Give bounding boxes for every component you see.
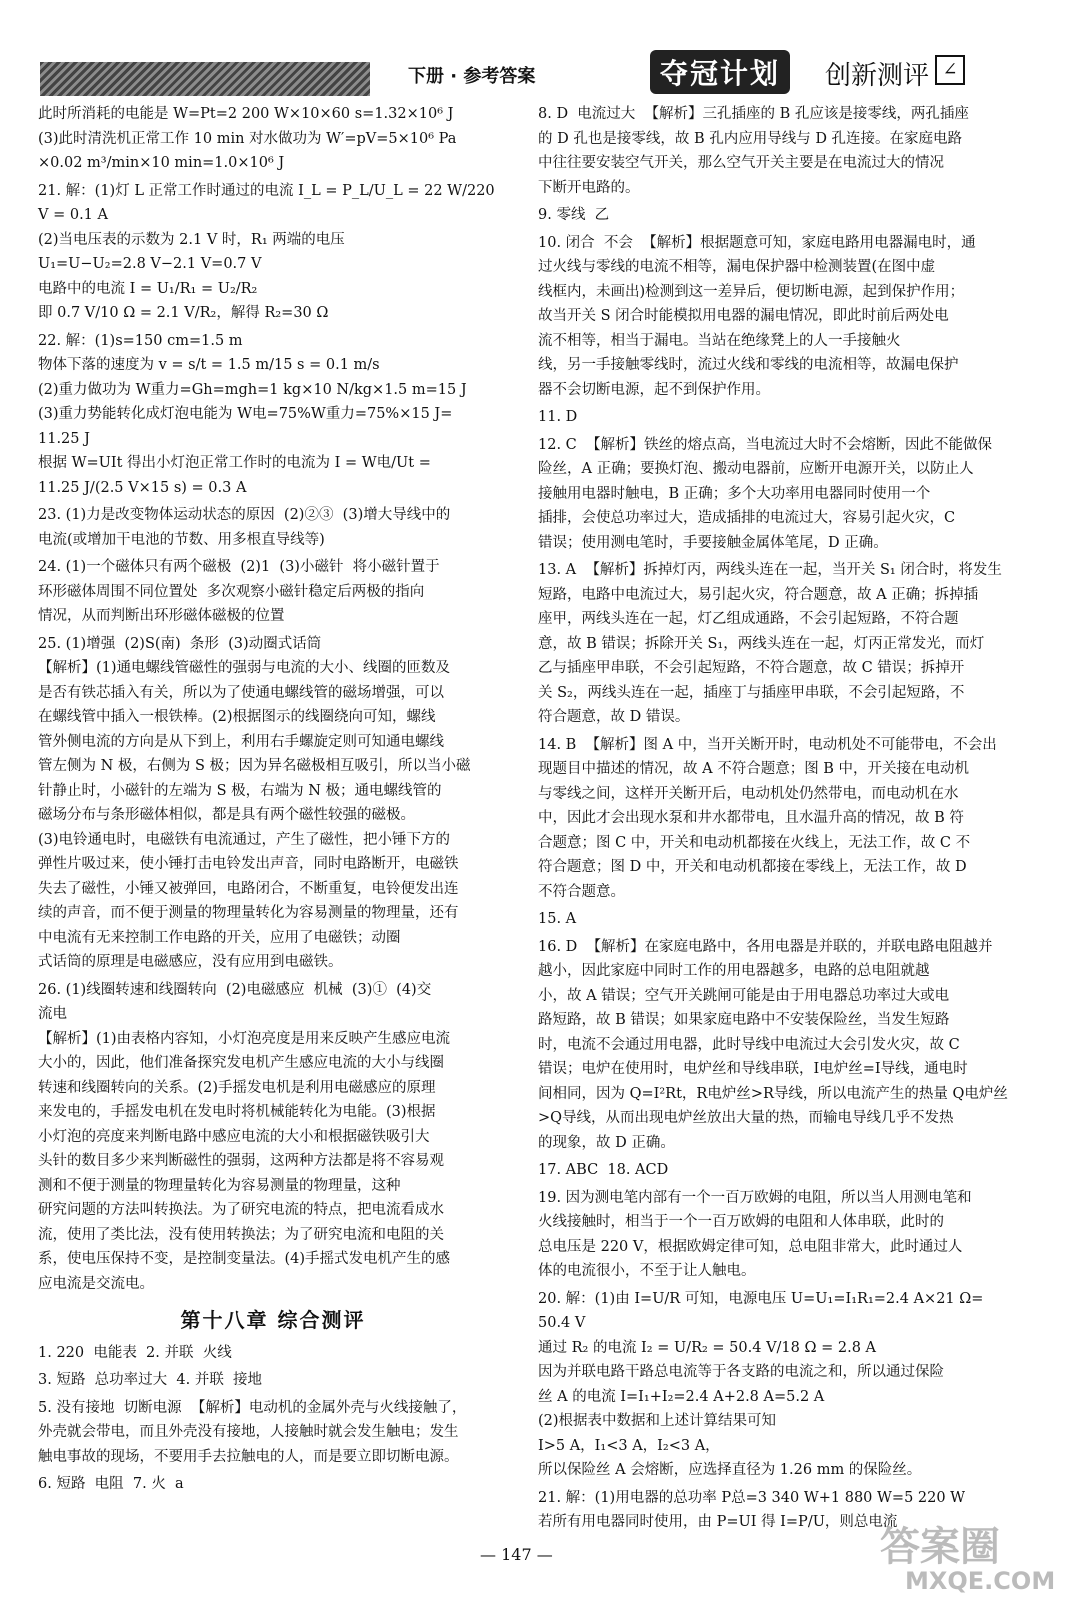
answer-item <box>538 1186 1008 1284</box>
answer-line: 15. A <box>538 911 577 927</box>
answer-line: 路短路，故 B 错误；如果家庭电路中不安装保险丝，当发生短路 <box>538 1012 950 1028</box>
answer-line: 失去了磁性，小锤又被弹回，电路闭合，不断重复，电铃便发出连 <box>38 880 459 897</box>
answer-line: 19. 因为测电笔内部有一个一百万欧姆的电阻，所以当人用测电笔和 <box>538 1189 972 1206</box>
answer-item <box>38 1341 508 1366</box>
answer-line: 17. ABC 18. ACD <box>538 1162 669 1178</box>
answer-line: 【解析】(1)通电螺线管磁性的强弱与电流的大小、线圈的匝数及 <box>38 660 451 676</box>
answer-line: 1. 220 电能表 2. 并联 火线 <box>38 1344 232 1361</box>
answer-line: 短路，电路中电流过大，易引起火灾，符合题意，故 A 正确；拆掉插 <box>538 586 979 603</box>
answer-line: 的 D 孔也是接零线，故 B 孔内应用导线与 D 孔连接。在家庭电路 <box>538 130 963 147</box>
answer-line: 弹性片吸过来，使小锤打击电铃发出声音，同时电路断开，电磁铁 <box>38 856 459 872</box>
answer-line: 11.25 J <box>38 430 90 447</box>
answer-line: 根据 W=UIt 得出小灯泡正常工作时的电流为 I = W电/Ut = <box>38 455 431 471</box>
answer-item <box>538 935 1008 1156</box>
answer-line: 即 0.7 V/10 Ω = 2.1 V/R₂，解得 R₂=30 Ω <box>38 305 329 321</box>
answer-line: 合题意；图 C 中，开关和电动机都接在火线上，无法工作，故 C 不 <box>538 834 971 851</box>
answer-line: 22. 解：(1)s=150 cm=1.5 m <box>38 332 243 349</box>
answer-line: 越小，因此家庭中同时工作的用电器越多，电路的总电阻就越 <box>538 963 930 979</box>
answer-line: 此时所消耗的电能是 W=Pt=2 200 W×10×60 s=1.32×10⁶ J <box>38 106 454 122</box>
answer-line: 外壳就会带电，而且外壳没有接地，人接触时就会发生触电；发生 <box>38 1424 459 1440</box>
answer-line: 接触用电器时触电，B 正确；多个大功率用电器同时使用一个 <box>538 485 931 502</box>
answer-line: 3. 短路 总功率过大 4. 并联 接地 <box>38 1372 263 1388</box>
answer-line: 研究问题的方法叫转换法。为了研究电流的特点，把电流看成水 <box>38 1202 444 1218</box>
answer-line: 体的电流很小，不至于让人触电。 <box>538 1263 756 1279</box>
brand-logo: 夺冠计划 <box>650 50 790 94</box>
answer-line: 21. 解：(1)灯 L 正常工作时通过的电流 I_L = P_L/U_L = 22 W/220 V = 0.1 A <box>38 182 500 223</box>
answer-item <box>38 1368 508 1393</box>
answer-line: (2)根据表中数据和上述计算结果可知 <box>538 1413 777 1429</box>
answer-line: 线，另一手接触零线时，流过火线和零线的电流相等，故漏电保护 <box>538 357 959 373</box>
answer-line: 8. D 电流过大 【解析】三孔插座的 B 孔应该是接零线，两孔插座 <box>538 106 969 122</box>
answer-line: 流不相等，相当于漏电。当站在绝缘凳上的人一手接触火 <box>538 332 901 349</box>
answer-line: 符合题意；图 D 中，开关和电动机都接在零线上，无法工作，故 D <box>538 859 967 875</box>
answer-line: 16. D 【解析】在家庭电路中，各用电器是并联的，并联电路电阻越并 <box>538 938 993 955</box>
watermark-url: MXQE.COM <box>905 1567 1056 1595</box>
answer-line: I>5 A，I₁<3 A，I₂<3 A， <box>538 1437 720 1454</box>
answer-line: U₁=U−U₂=2.8 V−2.1 V=0.7 V <box>38 256 262 272</box>
answer-line: 针静止时，小磁针的左端为 S 极，右端为 N 极；通电螺线管的 <box>38 782 442 799</box>
answer-line: 通过 R₂ 的电流 I₂ = U/R₂ = 50.4 V/18 Ω = 2.8 A <box>538 1339 877 1356</box>
answer-line: (3)此时清洗机正常工作 10 min 对水做功为 W′=pV=5×10⁶ Pa <box>38 130 457 147</box>
answer-line: 因为并联电路干路总电流等于各支路的电流之和，所以通过保险 <box>538 1364 944 1380</box>
answer-line: 小，故 A 错误；空气开关跳闸可能是由于用电器总功率过大或电 <box>538 987 950 1004</box>
page-number: — 147 — <box>480 1545 553 1564</box>
answer-line: 系，使电压保持不变，是控制变量法。(4)手摇式发电机产生的感 <box>38 1251 451 1267</box>
answer-line: 触电事故的现场，不要用手去拉触电的人，而是要立即切断电源。 <box>38 1448 459 1465</box>
answer-line: 20. 解：(1)由 I=U/R 可知，电源电压 U=U₁=I₁R₁=2.4 A×21 Ω= <box>538 1290 984 1307</box>
left-column <box>38 102 508 1500</box>
answer-line: 是否有铁芯插入有关，所以为了使通电螺线管的磁场增强，可以 <box>38 684 444 701</box>
answer-line: 关 S₂，两线头连在一起，插座丁与插座甲串联，不会引起短路，不 <box>538 684 965 701</box>
page-header <box>0 0 1085 100</box>
answer-line: 21. 解：(1)用电器的总功率 P总=3 340 W+1 880 W=5 220 W <box>538 1489 966 1506</box>
answer-line: 流，使用了类比法，没有使用转换法；为了研究电流和电阻的关 <box>38 1226 444 1243</box>
answer-line: 符合题意，故 D 错误。 <box>538 709 690 725</box>
header-stripe <box>40 62 370 96</box>
answer-line: 中，因此才会出现水泵和井水都带电，且水温升高的情况，故 B 符 <box>538 810 964 826</box>
answer-line: 23. (1)力是改变物体运动状态的原因 (2)②③ (3)增大导线中的 <box>38 507 451 523</box>
answer-line: 式话筒的原理是电磁感应，没有应用到电磁铁。 <box>38 954 343 970</box>
right-column <box>538 102 1008 1538</box>
answer-line: 现题目中描述的情况，故 A 不符合题意；图 B 中，开关接在电动机 <box>538 761 970 777</box>
answer-line: 11.25 J/(2.5 V×15 s) = 0.3 A <box>38 479 247 496</box>
answer-line: 时，电流不会通过用电器，此时导线中电流过大会引发火灾，故 C <box>538 1036 960 1053</box>
answer-line: (3)重力势能转化成灯泡电能为 W电=75%W重力=75%×15 J= <box>38 406 453 422</box>
answer-line: 5. 没有接地 切断电源 【解析】电动机的金属外壳与火线接触了， <box>38 1399 467 1416</box>
answer-line: 若所有用电器同时使用，由 P=UI 得 I=P/U，则总电流 <box>538 1514 898 1530</box>
answer-item <box>38 1396 508 1470</box>
answer-line: 管左侧为 N 极，右侧为 S 极；因为异名磁极相互吸引，所以当小磁 <box>38 758 471 774</box>
answer-item <box>538 433 1008 556</box>
answer-line: 小灯泡的亮度来判断电路中感应电流的大小和根据磁铁吸引大 <box>38 1128 430 1145</box>
answer-line: 的现象，故 D 正确。 <box>538 1134 675 1151</box>
answer-line: 错误；使用测电笔时，手要接触金属体笔尾，D 正确。 <box>538 534 888 551</box>
answer-line: 电流(或增加干电池的节数、用多根直导线等) <box>38 531 325 548</box>
answer-line: ×0.02 m³/min×10 min=1.0×10⁶ J <box>38 155 285 171</box>
answer-line: 26. (1)线圈转速和线圈转向 (2)电磁感应 机械 (3)① (4)交 <box>38 981 432 998</box>
answer-item <box>38 1472 508 1497</box>
answer-line: 流电 <box>38 1006 67 1022</box>
answer-item <box>538 907 1008 932</box>
answer-item <box>538 733 1008 905</box>
answer-line: 9. 零线 乙 <box>538 207 610 223</box>
answer-item <box>538 558 1008 730</box>
answer-line: 13. A 【解析】拆掉灯丙，两线头连在一起，当开关 S₁ 闭合时，将发生 <box>538 562 1002 578</box>
answer-line: 中电流有无来控制工作电路的开关，应用了电磁铁；动圈 <box>38 929 401 946</box>
answer-line: >Q导线，从而出现电炉丝放出大量的热，而输电导线几乎不发热 <box>538 1110 954 1126</box>
answer-line: 10. 闭合 不会 【解析】根据题意可知，家庭电路用电器漏电时，通 <box>538 234 976 251</box>
answer-item <box>538 1158 1008 1183</box>
answer-item <box>38 329 508 501</box>
answer-item <box>538 1287 1008 1483</box>
answer-item <box>538 405 1008 430</box>
answer-item <box>38 503 508 552</box>
answer-item <box>38 632 508 975</box>
answer-line: 故当开关 S 闭合时能模拟用电器的漏电情况，即此时前后两处电 <box>538 308 949 324</box>
answer-line: 所以保险丝 A 会熔断，应选择直径为 1.26 mm 的保险丝。 <box>538 1462 922 1478</box>
answer-line: 间相同，因为 Q=I²Rt，R电炉丝>R导线，所以电流产生的热量 Q电炉丝 <box>538 1085 1008 1102</box>
answer-line: 下断开电路的。 <box>538 179 640 196</box>
answer-line: 14. B 【解析】图 A 中，当开关断开时，电动机处不可能带电，不会出 <box>538 736 997 753</box>
answer-line: 过火线与零线的电流不相等，漏电保护器中检测装置(在图中虚 <box>538 259 936 275</box>
answer-line: 错误；电炉在使用时，电炉丝和导线串联，I电炉丝=I导线，通电时 <box>538 1061 968 1077</box>
answer-line: 应电流是交流电。 <box>38 1275 154 1292</box>
answer-line: 器不会切断电源，起不到保护作用。 <box>538 381 770 398</box>
header-title: 下册 · 参考答案 <box>408 66 536 87</box>
watermark-logo: 答案圈 <box>880 1524 1000 1570</box>
answer-line: 物体下落的速度为 v = s/t = 1.5 m/15 s = 0.1 m/s <box>38 357 380 373</box>
answer-line: 50.4 V <box>538 1315 586 1331</box>
answer-line: 来发电的，手摇发电机在发电时将机械能转化为电能。(3)根据 <box>38 1104 436 1120</box>
answer-line: 11. D <box>538 409 578 425</box>
answer-line: 续的声音，而不便于测量的物理量转化为容易测量的物理量，还有 <box>38 905 459 921</box>
answer-item <box>38 978 508 1297</box>
answer-line: 【解析】(1)由表格内容知，小灯泡亮度是用来反映产生感应电流 <box>38 1030 451 1047</box>
answer-line: 25. (1)增强 (2)S(南) 条形 (3)动圈式话筒 <box>38 635 322 652</box>
answer-item <box>538 231 1008 403</box>
chapter-heading: 第十八章 综合测评 <box>180 1308 366 1332</box>
answer-line: 头针的数目多少来判断磁性的强弱，这两种方法都是将不容易观 <box>38 1153 444 1169</box>
answer-line: (3)电铃通电时，电磁铁有电流通过，产生了磁性，把小锤下方的 <box>38 831 451 848</box>
answer-line: 管外侧电流的方向是从下到上，利用右手螺旋定则可知通电螺线 <box>38 733 444 750</box>
answer-item <box>538 203 1008 228</box>
answer-item <box>38 102 508 176</box>
answer-line: 磁场分布与条形磁体相似，都是具有两个磁性较强的磁极。 <box>38 807 415 823</box>
answer-line: 险丝，A 正确；要换灯泡、搬动电器前，应断开电源开关，以防止人 <box>538 461 974 477</box>
answer-line: (2)重力做功为 W重力=Gh=mgh=1 kg×10 N/kg×1.5 m=15 J <box>38 381 467 398</box>
answer-line: 电路中的电流 I = U₁/R₁ = U₂/R₂ <box>38 280 258 297</box>
answer-line: 大小的，因此，他们准备探究发电机产生感应电流的大小与线圈 <box>38 1055 444 1071</box>
answer-line: 中往往要安装空气开关，那么空气开关主要是在电流过大的情况 <box>538 155 944 171</box>
answer-line: 24. (1)一个磁体只有两个磁极 (2)1 (3)小磁针 将小磁针置于 <box>38 559 440 575</box>
answer-line: 丝 A 的电流 I=I₁+I₂=2.4 A+2.8 A=5.2 A <box>538 1388 825 1405</box>
answer-item <box>538 102 1008 200</box>
answer-item <box>38 555 508 629</box>
answer-line: 线框内，未画出)检测到这一差异后，便切断电源，起到保护作用； <box>538 283 965 300</box>
answer-line: 环形磁体周围不同位置处 多次观察小磁针稳定后两极的指向 <box>38 583 425 600</box>
answer-line: (2)当电压表的示数为 2.1 V 时，R₁ 两端的电压 <box>38 231 345 248</box>
answer-line: 座甲，两线头连在一起，灯乙组成通路，不会引起短路，不符合题 <box>538 611 959 627</box>
answer-line: 在螺线管中插入一根铁棒。(2)根据图示的线圈绕向可知，螺线 <box>38 709 436 725</box>
answer-item <box>38 179 508 326</box>
answer-line: 火线接触时，相当于一个一百万欧姆的电阻和人体串联，此时的 <box>538 1214 944 1230</box>
brand-subtitle: 创新测评 <box>825 61 930 91</box>
answer-line: 6. 短路 电阻 7. 火 a <box>38 1476 184 1492</box>
answer-line: 情况，从而判断出环形磁体磁极的位置 <box>38 608 285 624</box>
answer-line: 插排，会使总功率过大，造成插排的电流过大，容易引起火灾，C <box>538 510 956 526</box>
answer-line: 12. C 【解析】铁丝的熔点高，当电流过大时不会熔断，因此不能做保 <box>538 436 992 453</box>
answer-line: 总电压是 220 V，根据欧姆定律可知，总电阻非常大，此时通过人 <box>538 1238 963 1255</box>
answer-line: 意，故 B 错误；拆除开关 S₁，两线头连在一起，灯丙正常发光，而灯 <box>538 635 985 652</box>
answer-line: 乙与插座甲串联，不会引起短路，不符合题意，故 C 错误；拆掉开 <box>538 660 965 676</box>
answer-line: 不符合题意。 <box>538 883 625 900</box>
answer-line: 转速和线圈转向的关系。(2)手摇发电机是利用电磁感应的原理 <box>38 1079 436 1096</box>
answer-line: 测和不便于测量的物理量转化为容易测量的物理量，这种 <box>38 1177 401 1194</box>
brand-mark-icon: ∠ <box>935 55 965 85</box>
answer-line: 与零线之间，这样开关断开后，电动机处仍然带电，而电动机在水 <box>538 785 959 802</box>
